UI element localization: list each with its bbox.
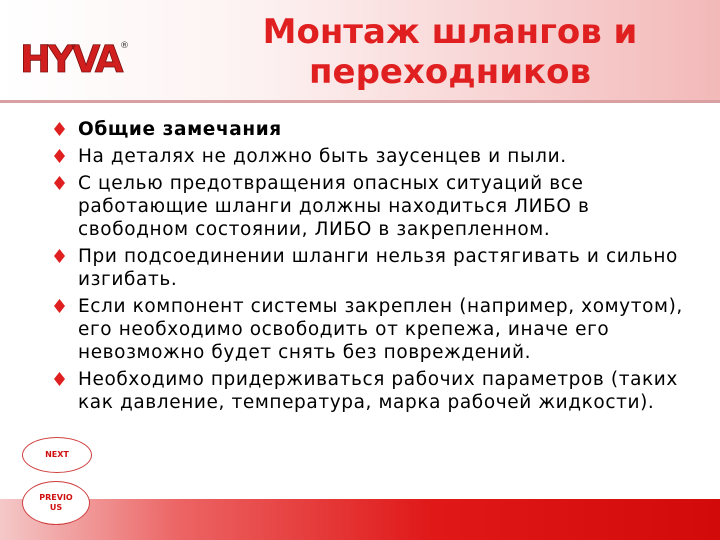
bullet-item — [52, 245, 692, 291]
slide-title — [200, 12, 700, 92]
diamond-bullet-icon — [54, 176, 65, 190]
bullet-item — [52, 118, 692, 141]
header-divider — [0, 100, 720, 103]
diamond-bullet-icon — [54, 372, 65, 386]
bullet-item — [52, 145, 692, 168]
diamond-bullet-icon — [54, 299, 65, 313]
diamond-bullet-icon — [54, 149, 65, 163]
bullet-text: С целью предотвращения опасных ситуаций все работающие шланги должны находиться ЛИБО в свободном состоянии, ЛИБО в закрепленном. — [78, 173, 590, 240]
logo-text: HYVA — [20, 38, 121, 78]
footer-band — [0, 499, 720, 540]
bullet-item — [52, 172, 692, 241]
previous-button-label: PREVIO US — [39, 493, 73, 512]
logo-registered-mark: ® — [120, 41, 129, 51]
bullet-text: Необходимо придерживаться рабочих параметров (таких как давление, температура, марка рабочей жидкости). — [78, 369, 678, 413]
hyva-logo — [20, 38, 132, 78]
diamond-bullet-icon — [54, 122, 65, 136]
title-line-1: Монтаж шлангов и — [262, 12, 638, 52]
next-button-label: NEXT — [45, 450, 69, 459]
bullet-text: При подсоединении шланги нельзя растягивать и сильно изгибать. — [78, 246, 678, 290]
title-line-2: переходников — [309, 52, 591, 92]
diamond-bullet-icon — [54, 249, 65, 263]
next-button[interactable] — [22, 437, 92, 473]
bullet-list — [52, 118, 692, 418]
bullet-text: Общие замечания — [78, 119, 282, 140]
bullet-item — [52, 368, 692, 414]
bullet-text: Если компонент системы закреплен (например, хомутом), его необходимо освободить от крепежа, иначе его невозможно будет снять без повреждений. — [78, 296, 683, 363]
bullet-item — [52, 295, 692, 364]
bullet-text: На деталях не должно быть заусенцев и пыли. — [78, 146, 567, 167]
previous-button[interactable] — [22, 481, 90, 525]
